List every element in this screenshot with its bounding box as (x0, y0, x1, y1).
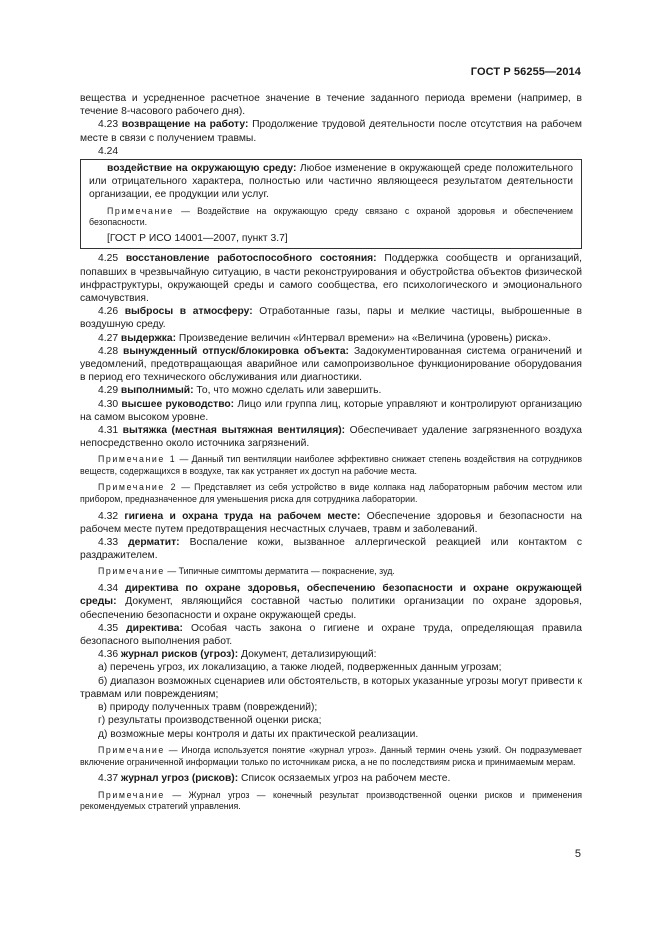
list-item: в) природу полученных травм (повреждений); (98, 702, 318, 714)
term-4-24-note: Примечание — Воздействие на окружающую среду связано с охраной здоровья и обеспечением безопасности. (89, 205, 573, 228)
term-4-24: воздействие на окружающую среду: Любое изменение в окружающей среде положительного или отрицательного характера, полностью или частично являющееся результатом деятельности организации, ее продукции или услуг. (89, 163, 573, 201)
term-4-31: 4.31 вытяжка (местная вытяжная вентиляция): Обеспечивает удаление загрязненного воздуха непосредственно около источника загрязнений. (80, 425, 582, 450)
page-number: 5 (574, 848, 581, 860)
term-4-29: 4.29 выполнимый: То, что можно сделать или завершить. (98, 385, 382, 397)
list-item: д) возможные меры контроля и даты их практической реализации. (98, 728, 419, 740)
document-body (80, 92, 582, 817)
term-4-27: 4.27 выдержка: Произведение величин «Интервал времени» на «Величина (уровень) риска». (98, 332, 552, 344)
list-item: б) диапазон возможных сценариев или обстоятельств, в которых указанные угрозы могут привести к травмам или повреждениям; (80, 675, 582, 700)
intro-paragraph: вещества и усредненное расчетное значение в течение заданного периода времени (например, в течение 8-часового рабочего дня). (80, 93, 582, 118)
term-4-30: 4.30 высшее руководство: Лицо или группа лиц, которые управляют и контролируют организацию на самом высоком уровне. (80, 398, 582, 423)
term-4-36-note: Примечание — Иногда используется понятие «журнал угроз». Данный термин очень узкий. Он подразумевает включение ограниченной информации только по источникам риска, а не по последствиям риска и принимаемым мерам. (80, 744, 582, 767)
term-4-33: 4.33 дерматит: Воспаление кожи, вызванное аллергической реакцией или контактом с раздражителем. (80, 537, 583, 562)
term-4-23: 4.23 возвращение на работу: Продолжение трудовой деятельности после отсутствия на рабочем месте в связи с получением травмы. (80, 119, 582, 144)
term-4-25: 4.25 восстановление работоспособного состояния: Поддержка сообществ и организаций, попавших в чрезвычайную ситуацию, в части реконструирования и обустройства объектов физической инфраструктуры, окружающей среды и самого сообщества, его психологического и эмоционального самочувствия. (80, 253, 583, 305)
term-4-37: 4.37 журнал угроз (рисков): Список осязаемых угроз на рабочем месте. (98, 773, 451, 785)
term-4-24-reference: [ГОСТ Р ИСО 14001—2007, пункт 3.7] (107, 233, 288, 245)
term-4-32: 4.32 гигиена и охрана труда на рабочем месте: Обеспечение здоровья и безопасности на рабочем месте путем предотвращения несчастных случаев, травм и заболеваний. (80, 510, 582, 535)
term-4-26: 4.26 выбросы в атмосферу: Отработанные газы, пары и мелкие частицы, выброшенные в воздушную среду. (80, 306, 582, 331)
term-4-24-number: 4.24 (98, 145, 119, 157)
term-4-37-note: Примечание — Журнал угроз — конечный результат производственной оценки рисков и применения рекомендуемых стратегий управления. (80, 789, 582, 812)
term-4-36: 4.36 журнал рисков (угроз): Документ, детализирующий: (98, 649, 377, 661)
list-item: г) результаты производственной оценки риска; (98, 715, 322, 727)
term-4-34: 4.34 директива по охране здоровья, обеспечению безопасности и охране окружающей среды: Документ, являющийся составной частью политики организации по охране здоровья, обеспечению безопасности и охране окружающей среды. (80, 583, 583, 621)
term-4-31-note-1: Примечание 1 — Данный тип вентиляции наиболее эффективно снижает степень воздействия на сотрудников веществ, содержащихся в воздухе, так как устраняет их доступ на рабочие места. (80, 454, 582, 477)
term-4-35: 4.35 директива: Особая часть закона о гигиене и охране труда, определяющая правила безопасного выполнения работ. (80, 622, 582, 648)
standard-header: ГОСТ Р 56255—2014 (470, 66, 581, 78)
list-item: а) перечень угроз, их локализацию, а также людей, подверженных данным угрозам; (98, 662, 502, 674)
term-4-33-note: Примечание — Типичные симптомы дерматита — покраснение, зуд. (98, 566, 395, 577)
term-4-31-note-2: Примечание 2 — Представляет из себя устройство в виде колпака над лабораторным рабочим местом или прибором, предназначенное для уменьшения риска для сотрудника лаборатории. (80, 482, 582, 504)
term-4-28: 4.28 вынужденный отпуск/блокировка объекта: Задокументированная система ограничений и уведомлений, предотвращающая аварийное или самопроизвольное функционирование оборудования в период его технического обслуживания или диагностики. (80, 345, 582, 384)
term-4-24-box (80, 159, 582, 249)
